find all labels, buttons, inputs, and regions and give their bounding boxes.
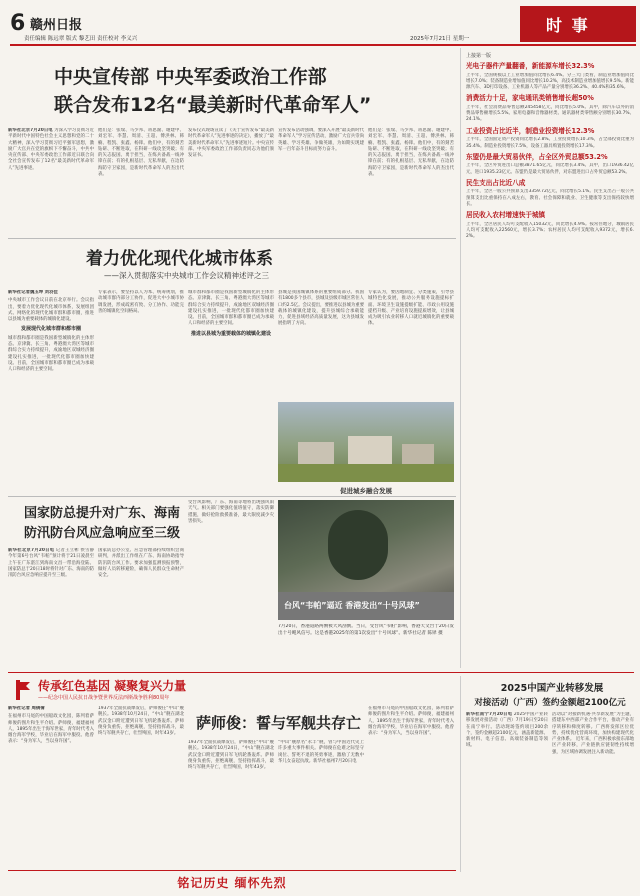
typhoon-col-3: 受台风影响，广东、海南等地将出现强风雨天气。相关部门要强化值班值守，落实防御措施，做好抢险救援准备，最大限度减少灾害损失。 <box>188 500 274 524</box>
industry-headline-2: 对接活动（广西）签约金额超2100亿元 <box>474 698 626 708</box>
sabin-body-1: 在福州市马尾的中国船政文化园，陈列着萨师俊的图片和生平介绍。萨师俊，福建福州人，1895年出生于海军世家，青年时代考入烟台海军学校，毕业后在海军中服役。他曾表示：“身为军人，当以身许国”。 <box>8 714 94 745</box>
feature-photo <box>278 402 454 482</box>
masthead <box>0 0 640 44</box>
feature-headline: 着力优化现代化城市体系 <box>86 249 273 269</box>
lead-body-1: 为深入学习贯彻习近平新时代中国特色社会主义思想和党的二十大精神，深入学习贯彻习近平强军思想，激励广大官兵在党的旗帜下不懈奋斗，中共中央宣传部、中央军委政治工作部近日联合向全社会宣传发布了12名“最美新时代革命军人”先进事迹。 <box>8 128 94 171</box>
right-column-label: 上接第一版 <box>466 53 492 59</box>
feature-body-2b: 城市群和都市圈是我国新型城镇化的主体形态。京津冀、长三角、粤港澳大湾区等城市群综合实力持续提升，成渝地区双城经济圈建设扎实推进，一批现代化都市圈加快建设。目前，全国城市群和都市圈已成为承载人口和经济的主要空间。 <box>188 290 274 327</box>
industry-body-3: 近年来，广西积极承接东部地区产业转移，产业链供应链韧性持续增强，为区域协调发展注入新动能。 <box>552 737 634 755</box>
right-item-text: 上半年，全国规模以上工业增加值同比增长6.4%。分三大门类看，制造业增加值同比增长7.0%；装备制造业增加值同比增长10.2%，高技术制造业增加值增长9.5%。新能源汽车、3D打印设备、工业机器人等产品产量分别增长36.2%、40.4%和35.6%。 <box>466 72 634 91</box>
typhoon-photo <box>278 500 454 620</box>
lead-col-1 <box>8 128 94 236</box>
right-column-items <box>466 62 634 241</box>
lead-headline-1: 中央宣传部 中央军委政治工作部 <box>54 66 327 88</box>
lead-col-2: 他们是：张瑞、马少邦、蒋思渝、谢建中、刘宏军、李慧、周清、王超、傅洪林、韩楠、程凯、张鑫、杨锋。他们中，有的刻苦钻研、不断进取，在科研一线攻坚突破；有的矢志报国、勇于担当，在练兵备战一线冲锋在前；有的扎根基层、无私奉献，在边防海防守卫家园，是新时代革命军人的杰出代表。 <box>98 128 184 178</box>
section-tag <box>520 6 636 42</box>
right-item-text: 上半年，全区外贸进出口总额3871.65亿元，同比增长3.4%。其中，出口1936.42亿元，进口1935.23亿元。东盟仍是最大贸易伙伴，对东盟进出口占外贸总额53.2%。 <box>466 163 634 175</box>
sabin-col-4: “中山”舰原名“永丰”舰，曾与中国近代史上许多重大事件相关。萨师俊在危难之际坚守岗位、誓死不退的英勇事迹，激励了无数中华儿女奋起抗敌。新华社福州7月20日电 <box>278 740 364 764</box>
lead-col-5: 他们是：张瑞、马少邦、蒋思渝、谢建中、刘宏军、李慧、周清、王超、傅洪林、韩楠、程凯、张鑫、杨锋。他们中，有的刻苦钻研、不断进取，在科研一线攻坚突破；有的矢志报国、勇于担当，在练兵备战一线冲锋在前；有的扎根基层、无私奉献，在边防海防守卫家园，是新时代革命军人的杰出代表。 <box>368 128 454 178</box>
typhoon-photo-caption: 7月20日，香港道路两侧被大风刮倒。当日，受台风“韦帕”影响，香港天文台于20日发出十号飓风信号。这是香港2025年的第1次发出“十号风球”。新华社记者 陈铎 摄 <box>278 624 454 636</box>
footer-slogan: 铭记历史 缅怀先烈 <box>177 876 287 890</box>
feature-byline: 新华社记者魏玉坤 刘羽佳 <box>8 290 58 295</box>
photo-field <box>278 464 454 482</box>
feature-body-1: 城市群和都市圈是我国新型城镇化的主体形态。京津冀、长三角、粤港澳大湾区等城市群综合实力持续提升，成渝地区双城经济圈建设扎实推进，一批现代化都市圈加快建设。目前，全国城市群和都市圈已成为承载人口和经济的主要空间。 <box>8 335 94 373</box>
industry-rule <box>460 676 461 872</box>
industry-body-2: 活动以“对接新机遇·共享新发展”为主题，搭建东中西部产业合作平台，推动产业有序转移和梯度转移。广西将发挥区位优势，持续优化营商环境，加快构建现代化产业体系。 <box>552 712 634 743</box>
feature-col-2: 专家表示，要坚持以人为本、统筹规划，推动城市群内部分工协作，促进大中小城市协调发展，形成疏密有致、分工协作、功能完善的城镇化空间格局。 <box>98 290 184 314</box>
banner-top-rule <box>8 672 634 673</box>
lead-dateline: 新华社北京7月20日电 <box>8 128 53 133</box>
typhoon-col-1 <box>8 548 94 666</box>
editors-line: 责任编辑 陈远翠 版式 黎艺田 责任校对 李义兴 <box>24 36 138 42</box>
section-name: 时 事 <box>546 16 590 35</box>
typhoon-headline-1: 国家防总提升对广东、海南 <box>24 506 181 521</box>
typhoon-headline-2: 防汛防台风应急响应至三级 <box>24 526 181 541</box>
sabin-col-1 <box>8 706 94 866</box>
banner-main: 传承红色基因 凝聚复兴力量 <box>38 679 187 693</box>
feature-col-1 <box>8 290 94 466</box>
right-item-title: 消费活力十足，家电通讯类销售增长超50% <box>466 94 594 103</box>
lead-divider <box>8 238 456 239</box>
typhoon-body-1: 记者王立彬 侯雪静 今年第6号台风“韦帕”预计将于21日凌晨至上午在广东湛江到海南文昌一带沿海登陆。国家防总于20日18时将针对广东、海南的防汛防台风应急响应提升至三级。 <box>8 548 94 579</box>
photo-building <box>402 444 434 466</box>
right-item-text: 上半年，社会消费品零售总额245458亿元，同比增长5.0%。其中，除汽车以外的消费品零售额增长5.5%。家用电器和音像器材类、通讯器材类零售额分别增长30.7%、24.1%。 <box>466 104 634 123</box>
sabin-col-2: 1937年全面抗战爆发后，萨师俊任“中山”舰舰长。1938年10月24日，“中山”舰在湖北武汉金口附近遭到日军飞机轮番轰炸。萨师俊身负重伤，拒绝离舰，坚持指挥战斗，最终与军舰共存亡，壮烈殉国，时年43岁。 <box>98 706 184 737</box>
paper-name: 赣州日报 <box>30 18 83 33</box>
right-item-title: 光电子器件产量翻番，新能源车增长32.3% <box>466 62 595 70</box>
masthead-rule <box>10 44 636 46</box>
photo-building <box>298 442 334 466</box>
sabin-byline: 新华社记者 周倩倩 <box>8 706 45 711</box>
typhoon-dateline: 新华社北京7月20日电 <box>8 548 55 553</box>
right-item-title: 居民收入农村增速快于城镇 <box>466 211 546 220</box>
industry-headline-1: 2025中国产业转移发展 <box>500 683 604 694</box>
feature-intro: 中央城市工作会议日前在北京举行。会议指出，要着力优化现代化城市体系，发展组团式、网络化的现代化城市群和都市圈，推进以县城为重要载体的城镇化建设。 <box>8 298 94 323</box>
right-item-text: 上半年，全区居民人均可支配收入15032元，同比增长4.9%。按常住地分，城镇居民人均可支配收入22560元，增长3.7%；农村居民人均可支配收入9372元，增长6.2%。 <box>466 221 634 240</box>
sabin-col-3: 1937年全面抗战爆发后，萨师俊任“中山”舰舰长。1938年10月24日，“中山”舰在湖北武汉金口附近遭到日军飞机轮番轰炸。萨师俊身负重伤，拒绝离舰，坚持指挥战斗，最终与军舰共存亡，壮烈殉国，时年43岁。 <box>188 740 274 771</box>
sabin-col-5: 在福州市马尾的中国船政文化园，陈列着萨师俊的图片和生平介绍。萨师俊，福建福州人，1895年出生于海军世家，青年时代考入烟台海军学校，毕业后在海军中服役。他曾表示：“身为军人，当以身许国”。 <box>368 706 454 737</box>
right-column-rule <box>460 48 461 668</box>
right-item-title: 工业投资占比近半，制造业投资增长12.3% <box>466 126 595 135</box>
right-item-title: 东盟仍是最大贸易伙伴，占全区外贸总额53.2% <box>466 152 608 161</box>
photo-title-overlay: 台风“韦帕”逼近 香港发出“十号风球” <box>284 601 420 610</box>
feature-subtitle-2: 推进以县城为重要载体的城镇化建设 <box>190 330 271 337</box>
right-item-text: 上半年，全区一般公共预算支出3359.72亿元，同比增长5.1%。民生支出占一般公共预算支出比重保持在八成左右，教育、社会保障和就业、卫生健康等支出保持较快增长。 <box>466 189 634 208</box>
right-column <box>466 52 634 668</box>
feature-divider <box>8 496 456 497</box>
feature-col-4: 县城是我国城镇体系的重要组成部分。我国有1800多个县市，县城及县级市城区常住人口约2.5亿。会议提出，要推进以县城为重要载体的城镇化建设，提升县城综合承载能力，促进县域经济高质量发展，这为县城发展指明了方向。 <box>278 290 364 327</box>
industry-col-2 <box>552 712 634 872</box>
lead-col-4: 宣传发布活动强调，要深入开展“最美新时代革命军人”学习宣传活动，激励广大官兵崇尚英雄、学习英雄、争做英雄，为如期实现建军一百年奋斗目标而努力奋斗。 <box>278 128 364 152</box>
feature-subhead: ——深入贯彻落实中央城市工作会议精神述评之三 <box>104 271 269 280</box>
right-item-title: 民生支出占比近八成 <box>466 178 526 187</box>
feature-subtitle-1: 发展现代化城市群和都市圈 <box>20 326 81 333</box>
lead-headline-2: 联合发布12名“最美新时代革命军人” <box>54 94 372 116</box>
page-number: 6 <box>10 12 26 36</box>
typhoon-col-2: 国家防总办公室、应急管理部持续组织会商研判，并派出工作组在广东、海南协助指导防汛防台风工作。要求加强监测预报预警，做好人员转移避险，确保人民群众生命财产安全。 <box>98 548 184 579</box>
photo-tree <box>328 510 388 580</box>
photo-building <box>348 436 392 466</box>
feature-photo-caption: 促进城乡融合发展 <box>340 487 392 495</box>
industry-dateline: 新华社南宁7月20日电 <box>466 712 513 717</box>
banner <box>8 676 456 704</box>
feature-col-5: 专家认为，要因地制宜、分类施策，引导县城特色化发展，推动公共服务设施提标扩面、环境卫生设施提级扩能、市政公用设施提档升级、产业培育设施提质增效，让县城成为吸引农业转移人口就近城镇化的重要载体。 <box>368 290 454 327</box>
footer-rule <box>8 870 456 871</box>
lead-col-3: 发布仪式现场宣读了《关于宣传发布“最美新时代革命军人”先进事迹的决定》，播放了“最美新时代革命军人”先进事迹短片。中央宣传部、中央军委政治工作部负责同志为他们颁发证书。 <box>188 128 274 159</box>
feature-col-3 <box>188 290 274 466</box>
issue-date: 2025年7月21日 星期一 <box>410 36 470 42</box>
right-item-text: 上半年，全国固定资产投资同比增长2.8%。工业投资增长10.3%，占全部投资比重为35.4%。制造业投资增长7.5%，设备工器具购置投资增长17.3%。 <box>466 137 634 149</box>
banner-sub: ——纪念中国人民抗日战争暨世界反法西斯战争胜利80周年 <box>38 695 170 701</box>
industry-body-1: 2025中国产业转移发展对接活动（广西）7月19日至20日在南宁举行。活动现场签约项目200余个，签约金额超2100亿元，涵盖新能源、新材料、电子信息、高端装备制造等领域。 <box>466 712 548 749</box>
industry-col-1 <box>466 712 548 872</box>
sabin-headline: 萨师俊：誓与军舰共存亡 <box>196 714 362 732</box>
banner-emblem-icon <box>12 678 34 702</box>
